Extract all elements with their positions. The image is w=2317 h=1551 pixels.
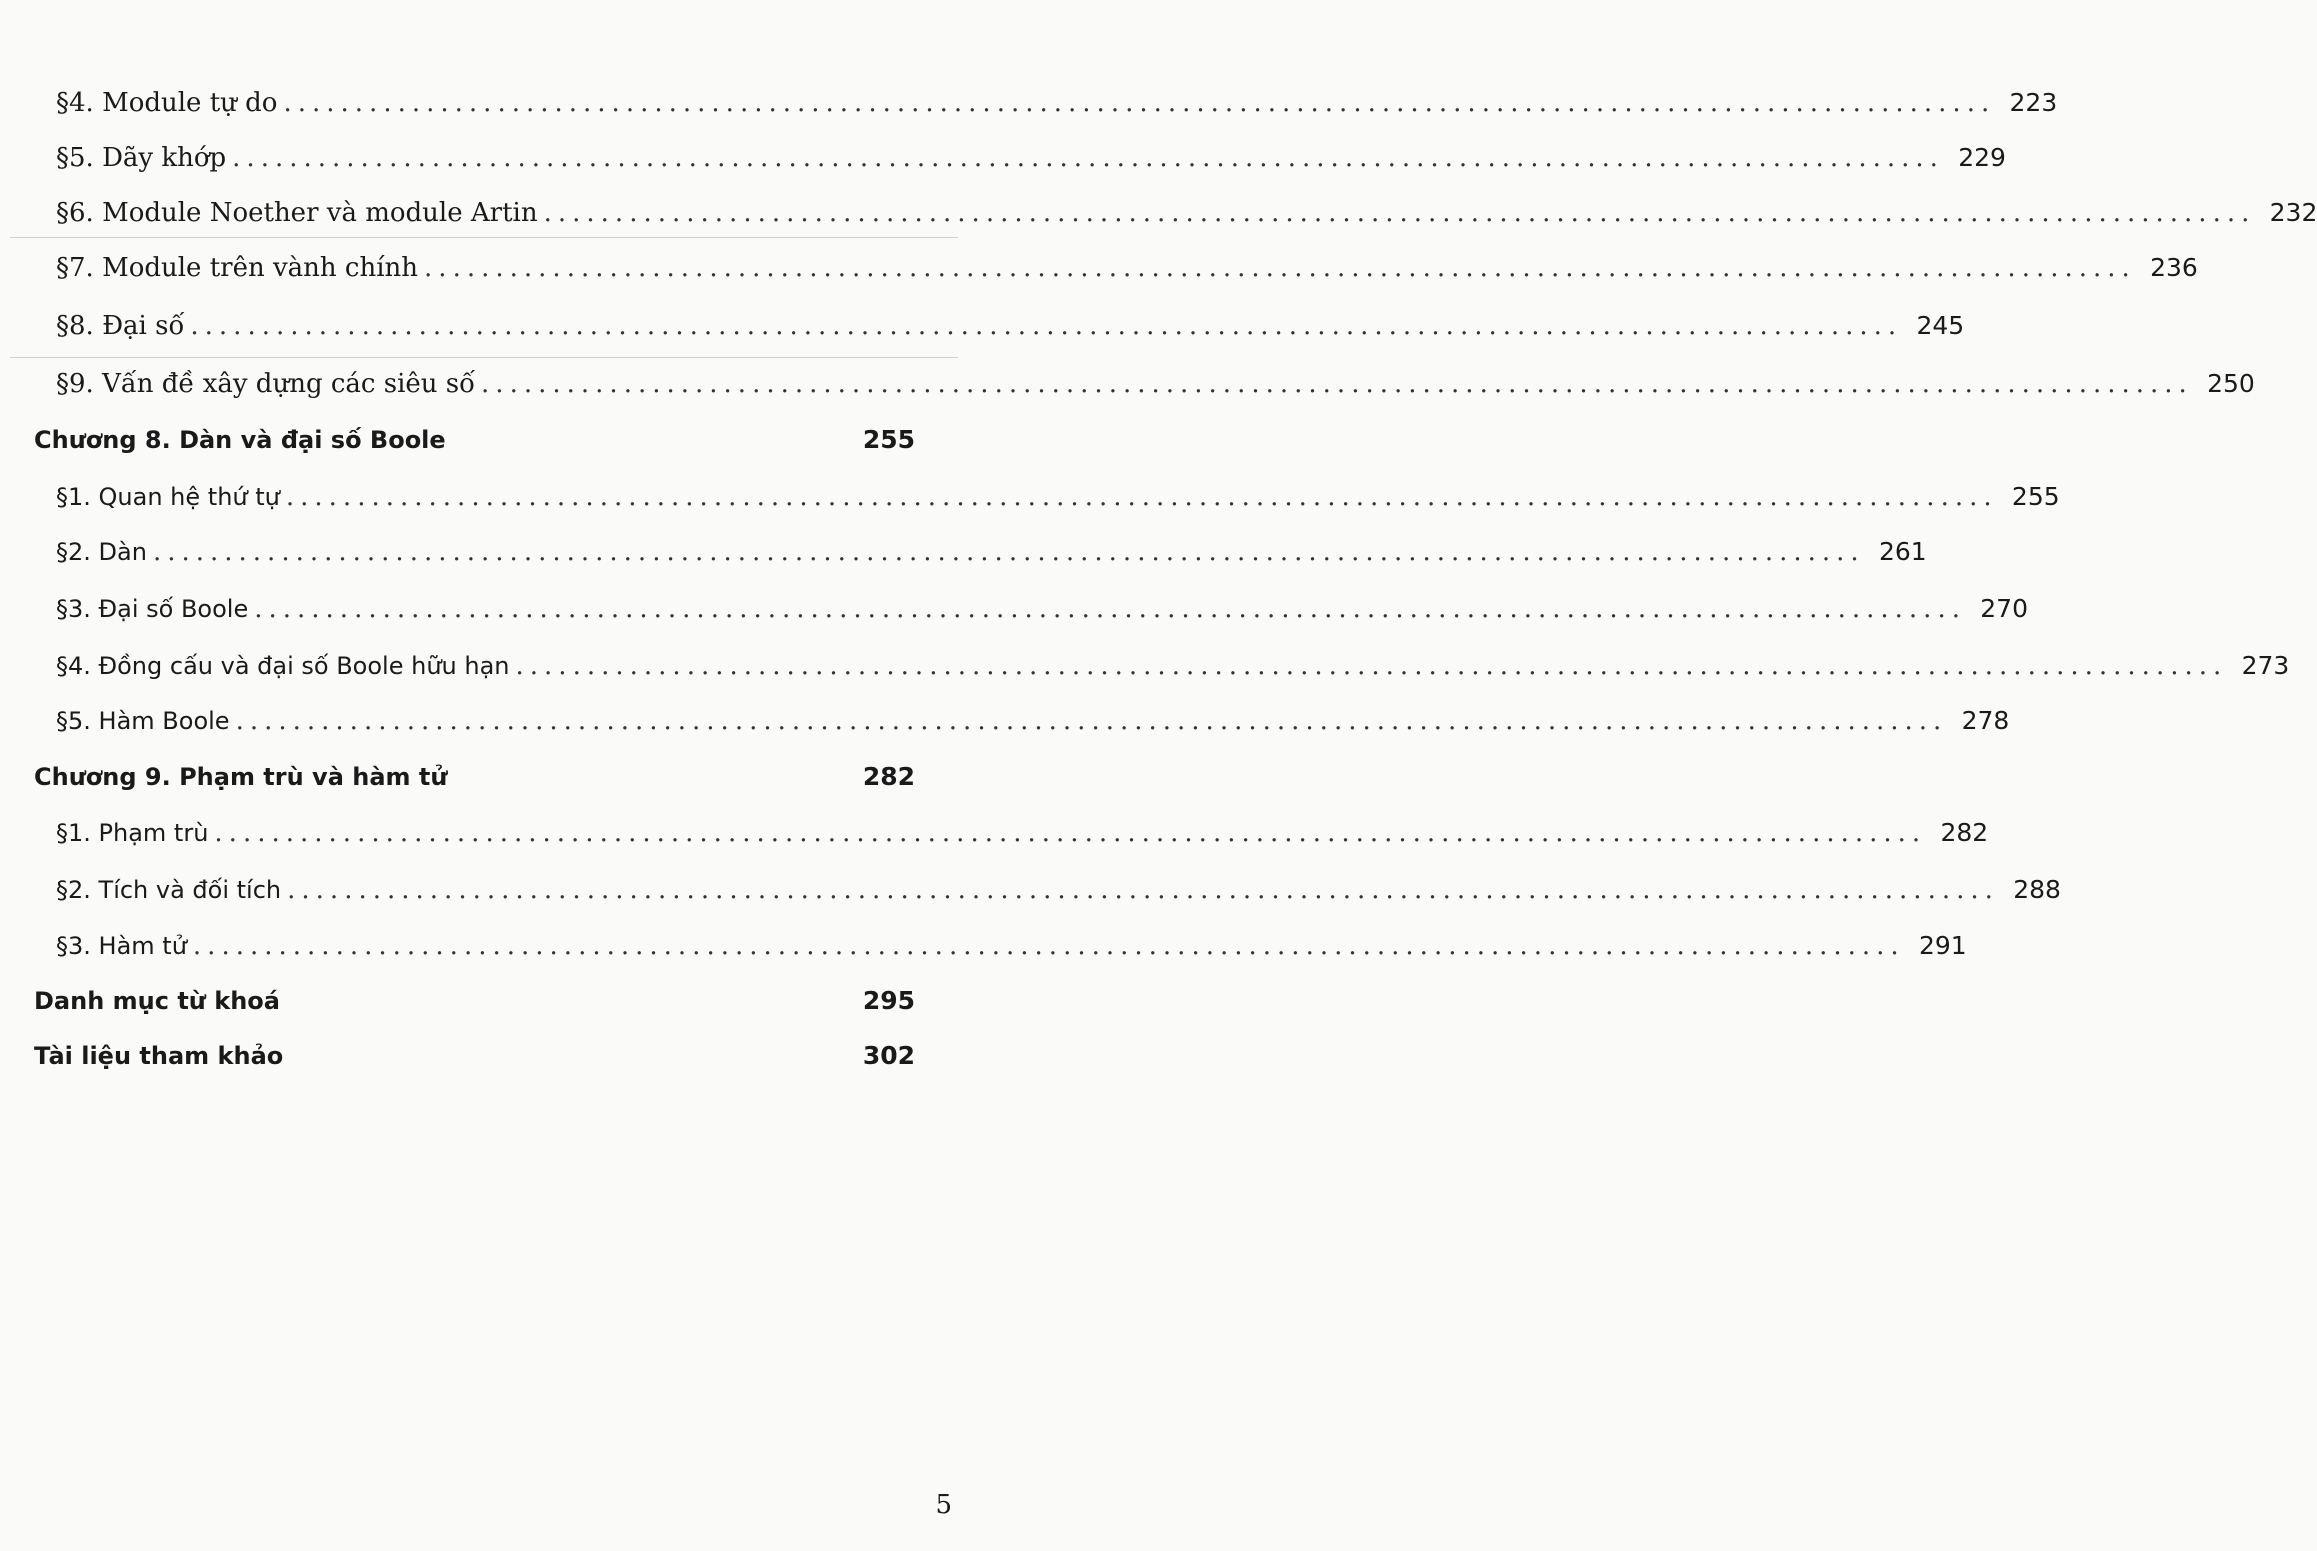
toc-entry-title: §3. Hàm tử — [56, 932, 187, 960]
toc-section-entry — [56, 875, 2061, 905]
toc-chapter-entry — [34, 762, 915, 791]
toc-entry-page: 250 — [2207, 369, 2255, 398]
dot-leader: ........................................................................................................................ — [190, 311, 1903, 341]
toc-entry-title: §3. Đại số Boole — [56, 595, 249, 623]
toc-entry-title: §8. Đại số — [56, 311, 185, 341]
toc-entry-title: §1. Quan hệ thứ tự — [56, 483, 280, 511]
toc-entry-title: Chương 9. Phạm trù và hàm tử — [34, 763, 448, 791]
dot-leader: ........................................................................................................................ — [481, 369, 2193, 399]
toc-entry-page: 288 — [2013, 875, 2061, 904]
toc-entry-page: 236 — [2150, 253, 2198, 282]
dot-leader: ........................................................................................................................ — [515, 651, 2228, 681]
toc-section-entry — [56, 706, 2010, 736]
bleed-through-rule — [10, 237, 958, 238]
toc-section-entry — [56, 88, 2058, 118]
toc-entry-title: §5. Hàm Boole — [56, 707, 230, 735]
dot-leader: ........................................................................................................................ — [283, 88, 1996, 118]
toc-entry-page: 232 — [2269, 198, 2317, 227]
dot-leader: ........................................................................................................................ — [543, 198, 2256, 228]
toc-entry-page: 273 — [2241, 651, 2290, 680]
dot-leader: ........................................................................................................................ — [285, 482, 1998, 512]
toc-entry-page: 282 — [1940, 818, 1989, 847]
toc-entry-title: §5. Dãy khớp — [56, 143, 227, 173]
toc-chapter-entry — [34, 1041, 915, 1070]
page-number: 5 — [935, 1490, 952, 1520]
dot-leader: ........................................................................................................................ — [287, 875, 1999, 905]
toc-entry-title: Danh mục từ khoá — [34, 987, 280, 1015]
toc-section-entry — [56, 311, 1965, 341]
toc-section-entry — [56, 537, 1927, 567]
toc-entry-title: §6. Module Noether và module Artin — [56, 198, 538, 228]
toc-section-entry — [56, 143, 2006, 173]
toc-section-entry — [56, 253, 2198, 283]
toc-entry-page: 302 — [862, 1041, 915, 1070]
toc-entry-page: 282 — [862, 762, 915, 791]
dot-leader: ........................................................................................................................ — [214, 818, 1927, 848]
dot-leader: ........................................................................................................................ — [254, 594, 1966, 624]
toc-entry-title: §2. Dàn — [56, 538, 147, 566]
toc-entry-page: 291 — [1918, 931, 1967, 960]
toc-entry-page: 255 — [2011, 482, 2060, 511]
toc-entry-title: Chương 8. Dàn và đại số Boole — [34, 426, 446, 454]
toc-entry-page: 270 — [1980, 594, 2028, 623]
toc-entry-page: 255 — [862, 425, 915, 454]
toc-entry-page: 229 — [1958, 143, 2006, 172]
toc-section-entry — [56, 651, 2290, 681]
bleed-through-rule — [10, 357, 958, 358]
dot-leader: ........................................................................................................................ — [424, 253, 2136, 283]
toc-entry-title: §2. Tích và đối tích — [56, 876, 282, 904]
toc-entry-title: §4. Module tự do — [56, 88, 278, 118]
dot-leader: ........................................................................................................................ — [152, 537, 1865, 567]
toc-entry-title: §1. Phạm trù — [56, 819, 209, 847]
toc-entry-page: 245 — [1916, 311, 1965, 340]
toc-entry-title: §4. Đồng cấu và đại số Boole hữu hạn — [56, 652, 510, 680]
toc-section-entry — [56, 198, 2317, 228]
dot-leader: ........................................................................................................................ — [192, 931, 1905, 961]
toc-chapter-entry — [34, 986, 915, 1015]
toc-chapter-entry — [34, 425, 915, 454]
toc-section-entry — [56, 931, 1967, 961]
toc-entry-page: 295 — [862, 986, 915, 1015]
toc-entry-title: Tài liệu tham khảo — [34, 1042, 284, 1070]
toc-entry-title: §7. Module trên vành chính — [56, 253, 419, 283]
toc-entry-page: 278 — [1961, 706, 2010, 735]
dot-leader: ........................................................................................................................ — [235, 706, 1948, 736]
toc-entry-page: 223 — [2009, 88, 2058, 117]
dot-leader: ........................................................................................................................ — [232, 143, 1944, 173]
toc-section-entry — [56, 482, 2060, 512]
toc-section-entry — [56, 369, 2255, 399]
toc-section-entry — [56, 594, 2028, 624]
toc-section-entry — [56, 818, 1989, 848]
toc-entry-page: 261 — [1878, 537, 1927, 566]
toc-entry-title: §9. Vấn đề xây dựng các siêu số — [56, 369, 476, 399]
